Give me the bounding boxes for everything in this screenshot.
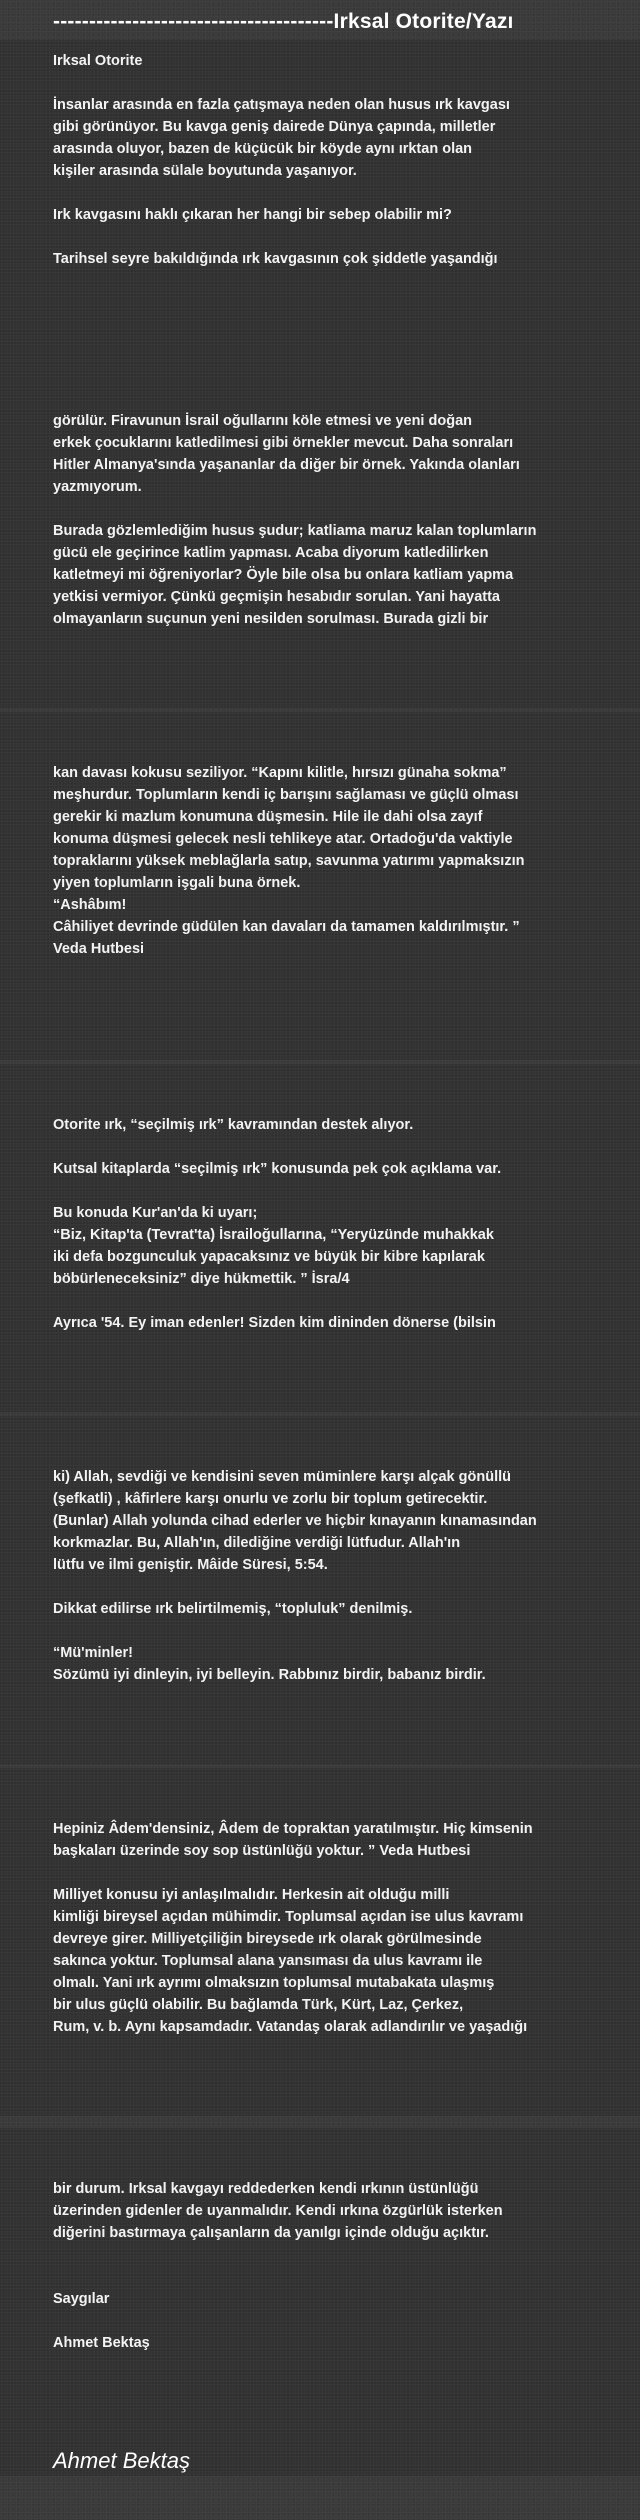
text-line: başkaları üzerinde soy sop üstünlüğü yoktur. ” Veda Hutbesi xyxy=(53,1843,471,1859)
text-line: Câhiliyet devrinde güdülen kan davaları da tamamen kaldırılmıştır. ” xyxy=(53,919,520,935)
poem-title: ---------------------------------------Irksal Otorite/Yazı xyxy=(53,10,514,33)
text-line: devreye girer. Milliyetçiliğin bireysede ırk olarak görülmesinde xyxy=(53,1931,482,1947)
text-line: üzerinden gidenler de uyanmalıdır. Kendi ırkına özgürlük isterken xyxy=(53,2203,503,2219)
text-line: Veda Hutbesi xyxy=(53,941,145,957)
text-line: kimliği bireysel açıdan mühimdir. Toplumsal açıdan ise ulus kavramı xyxy=(53,1909,524,1925)
text-line: (Bunlar) Allah yolunda cihad ederler ve hiçbir kınayanın kınamasından xyxy=(53,1513,537,1529)
text-line: olmayanların suçunun yeni nesilden sorulması. Burada gizli bir xyxy=(53,611,489,627)
text-line: gücü ele geçirince katlim yapması. Acaba diyorum katledilirken xyxy=(53,545,489,561)
text-line: bir durum. Irksal kavgayı reddederken kendi ırkının üstünlüğü xyxy=(53,2181,479,2197)
text-line: Saygılar xyxy=(53,2291,110,2307)
author-signature: Ahmet Bektaş xyxy=(53,2448,190,2473)
text-line: Irksal Otorite xyxy=(53,53,143,69)
text-line: görülür. Firavunun İsrail oğullarını köle etmesi ve yeni doğan xyxy=(53,413,472,429)
text-line: meşhurdur. Toplumların kendi iç barışını sağlaması ve güçlü olması xyxy=(53,787,519,803)
text-line: kişiler arasında sülale boyutunda yaşanıyor. xyxy=(53,163,357,179)
text-line: lütfu ve ilmi geniştir. Mâide Süresi, 5:54. xyxy=(53,1557,328,1573)
text-line: Hepiniz Âdem'densiniz, Âdem de topraktan yaratılmıştır. Hiç kimsenin xyxy=(53,1821,533,1837)
text-line: diğerini bastırmaya çalışanların da yanılgı içinde olduğu açıktır. xyxy=(53,2225,489,2241)
text-line: ki) Allah, sevdiği ve kendisini seven müminlere karşı alçak gönüllü xyxy=(53,1469,511,1485)
text-line: korkmazlar. Bu, Allah'ın, dilediğine verdiği lütfudur. Allah'ın xyxy=(53,1535,461,1551)
poem-title-header xyxy=(0,0,640,44)
text-page-2 xyxy=(0,360,640,708)
text-line: kan davası kokusu seziliyor. “Kapını kilitle, hırsızı günaha sokma” xyxy=(53,765,507,781)
text-line: (şefkatli) , kâfirlere karşı onurlu ve zorlu bir toplum getirecektir. xyxy=(53,1491,488,1507)
text-page-3 xyxy=(0,712,640,1060)
text-line: Rum, v. b. Aynı kapsamdadır. Vatandaş olarak adlandırılır ve yaşadığı xyxy=(53,2019,528,2035)
text-line: olmalı. Yani ırk ayrımı olmaksızın toplumsal mutabakata ulaşmış xyxy=(53,1975,495,1991)
text-line: Milliyet konusu iyi anlaşılmalıdır. Herkesin ait olduğu milli xyxy=(53,1887,450,1903)
text-line: topraklarını yüksek meblağlarla satıp, savunma yatırımı yapmaksızın xyxy=(53,853,525,869)
text-page-5 xyxy=(0,1416,640,1764)
text-line: gerekir ki mazlum konumuna düşmesin. Hile ile dahi olsa zayıf xyxy=(53,809,483,825)
text-line: sakınca yoktur. Toplumsal alana yansıması da ulus kavramı ile xyxy=(53,1953,483,1969)
text-line: böbürleneceksiniz” diye hükmettik. ” İsra/4 xyxy=(53,1271,350,1287)
text-line: yetkisi vermiyor. Çünkü geçmişin hesabıdır sorulan. Yani hayatta xyxy=(53,589,500,605)
text-line: arasında oluyor, bazen de küçücük bir köyde aynı ırktan olan xyxy=(53,141,473,157)
text-line: Bu konuda Kur'an'da ki uyarı; xyxy=(53,1205,258,1221)
text-line: katletmeyi mi öğreniyorlar? Öyle bile olsa bu onlara katliam yapma xyxy=(53,567,514,583)
text-line: Otorite ırk, “seçilmiş ırk” kavramından destek alıyor. xyxy=(53,1117,414,1133)
text-line: “Ashâbım! xyxy=(53,897,127,913)
text-line: bir ulus güçlü olabilir. Bu bağlamda Türk, Kürt, Laz, Çerkez, xyxy=(53,1997,464,2013)
text-line: yazmıyorum. xyxy=(53,479,142,495)
text-line: gibi görünüyor. Bu kavga geniş dairede Dünya çapında, milletler xyxy=(53,119,496,135)
text-line: Burada gözlemlediğim husus şudur; katliama maruz kalan toplumların xyxy=(53,523,537,539)
text-line: Ayrıca '54. Ey iman edenler! Sizden kim dininden dönerse (bilsin xyxy=(53,1315,496,1331)
text-page-4 xyxy=(0,1064,640,1412)
text-page-7 xyxy=(0,2128,640,2476)
text-line: konuma düşmesi gelecek nesli tehlikeye atar. Ortadoğu'da vaktiyle xyxy=(53,831,513,847)
text-line: İnsanlar arasında en fazla çatışmaya neden olan husus ırk kavgası xyxy=(53,97,510,113)
text-line: iki defa bozgunculuk yapacaksınız ve büyük bir kibre kapılarak xyxy=(53,1249,485,1265)
text-line: “Biz, Kitap'ta (Tevrat'ta) İsrailoğullarına, “Yeryüzünde muhakkak xyxy=(53,1227,494,1243)
text-page-6 xyxy=(0,1768,640,2116)
text-line: Kutsal kitaplarda “seçilmiş ırk” konusunda pek çok açıklama var. xyxy=(53,1161,502,1177)
text-line: Sözümü iyi dinleyin, iyi belleyin. Rabbınız birdir, babanız birdir. xyxy=(53,1667,486,1683)
text-line: Ahmet Bektaş xyxy=(53,2335,150,2351)
text-line: Irk kavgasını haklı çıkaran her hangi bir sebep olabilir mi? xyxy=(53,207,452,223)
text-line: Tarihsel seyre bakıldığında ırk kavgasının çok şiddetle yaşandığı xyxy=(53,251,498,267)
text-line: Hitler Almanya'sında yaşananlar da diğer bir örnek. Yakında olanları xyxy=(53,457,520,473)
text-line: erkek çocuklarını katledilmesi gibi örnekler mevcut. Daha sonraları xyxy=(53,435,514,451)
text-line: yiyen toplumların işgali buna örnek. xyxy=(53,875,301,891)
text-page-1 xyxy=(0,40,640,388)
text-line: Dikkat edilirse ırk belirtilmemiş, “topluluk” denilmiş. xyxy=(53,1601,413,1617)
text-line: “Mü'minler! xyxy=(53,1645,133,1661)
